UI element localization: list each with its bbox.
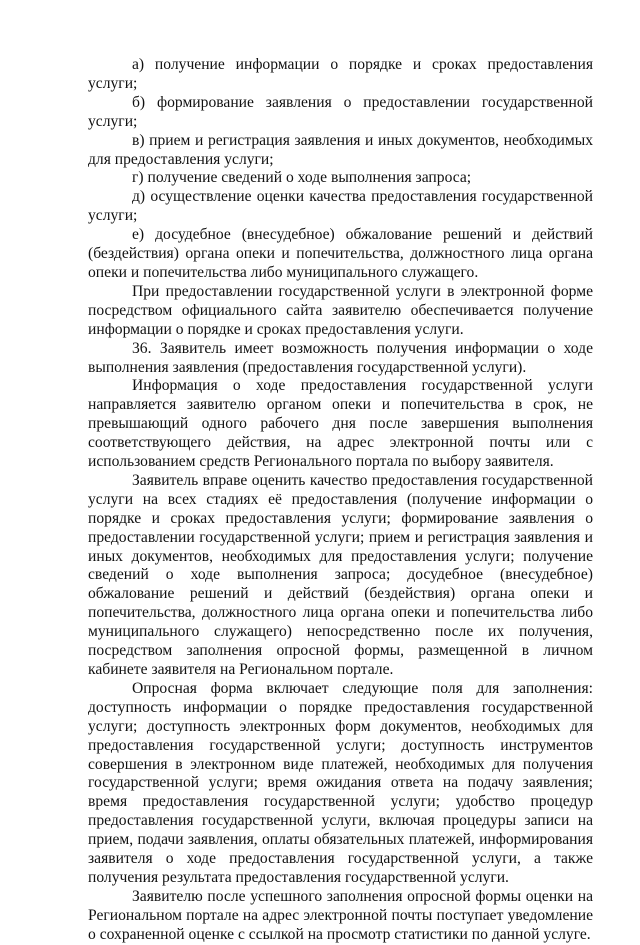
paragraph-36: 36. Заявитель имеет возможность получения информации о ходе выполнения заявления (предоставления государственной услуги). <box>88 339 593 376</box>
list-item-b: б) формирование заявления о предоставлении государственной услуги; <box>88 93 593 130</box>
list-item-e: д) осуществление оценки качества предоставления государственной услуги; <box>88 188 593 225</box>
paragraph-survey-form: Опросная форма включает следующие поля для заполнения: доступность информации о порядке предоставления государственной услуги; доступность электронных форм документов, необходимых для предоставления государственной услуги; доступность инструментов совершения в электронном виде платежей, необходимых для получения государственной услуги; время ожидания ответа на подачу заявления; время предоставления государственной услуги; удобство процедур предоставления государственной услуги, включая процедуры записи на прием, подачи заявления, оплаты обязательных платежей, информирования заявителя о ходе предоставления государственной услуги, а также получения результата предоставления государственной услуги. <box>88 679 593 886</box>
paragraph-notification: Заявителю после успешного заполнения опросной формы оценки на Региональном портале на адрес электронной почты поступает уведомление о сохраненной оценке с ссылкой на просмотр статистики по данной услуге. <box>88 887 593 943</box>
list-item-c: в) прием и регистрация заявления и иных документов, необходимых для предоставления услуги; <box>88 131 593 168</box>
paragraph-electronic-form: При предоставлении государственной услуги в электронной форме посредством официального сайта заявителю обеспечивается получение информации о порядке и сроках предоставления услуги. <box>88 282 593 338</box>
document-page <box>88 56 593 945</box>
paragraph-quality-assessment: Заявитель вправе оценить качество предоставления государственной услуги на всех стадиях её предоставления (получение информации о порядке и сроках предоставления услуги; формирование заявления о предоставлении государственной услуги; прием и регистрация заявления и иных документов, необходимых для предоставления услуги; получение сведений о ходе выполнения запроса; досудебное (внесудебное) обжалование решений и действий (бездействия) органа опеки и попечительства, должностного лица органа опеки и попечительства либо муниципального служащего) непосредственно после их получения, посредством заполнения опросной формы, размещенной в личном кабинете заявителя на Региональном портале. <box>88 471 593 678</box>
paragraph-progress-info: Информация о ходе предоставления государственной услуги направляется заявителю органом опеки и попечительства в срок, не превышающий одного рабочего дня после завершения выполнения соответствующего действия, на адрес электронной почты или с использованием средств Регионального портала по выбору заявителя. <box>88 377 593 471</box>
list-item-d: г) получение сведений о ходе выполнения запроса; <box>132 169 472 187</box>
list-item-a: а) получение информации о порядке и сроках предоставления услуги; <box>88 56 593 92</box>
list-item-f: е) досудебное (внесудебное) обжалование решений и действий (бездействия) органа опеки и попечительства, должностного лица органа опеки и попечительства либо муниципального служащего. <box>88 226 593 281</box>
